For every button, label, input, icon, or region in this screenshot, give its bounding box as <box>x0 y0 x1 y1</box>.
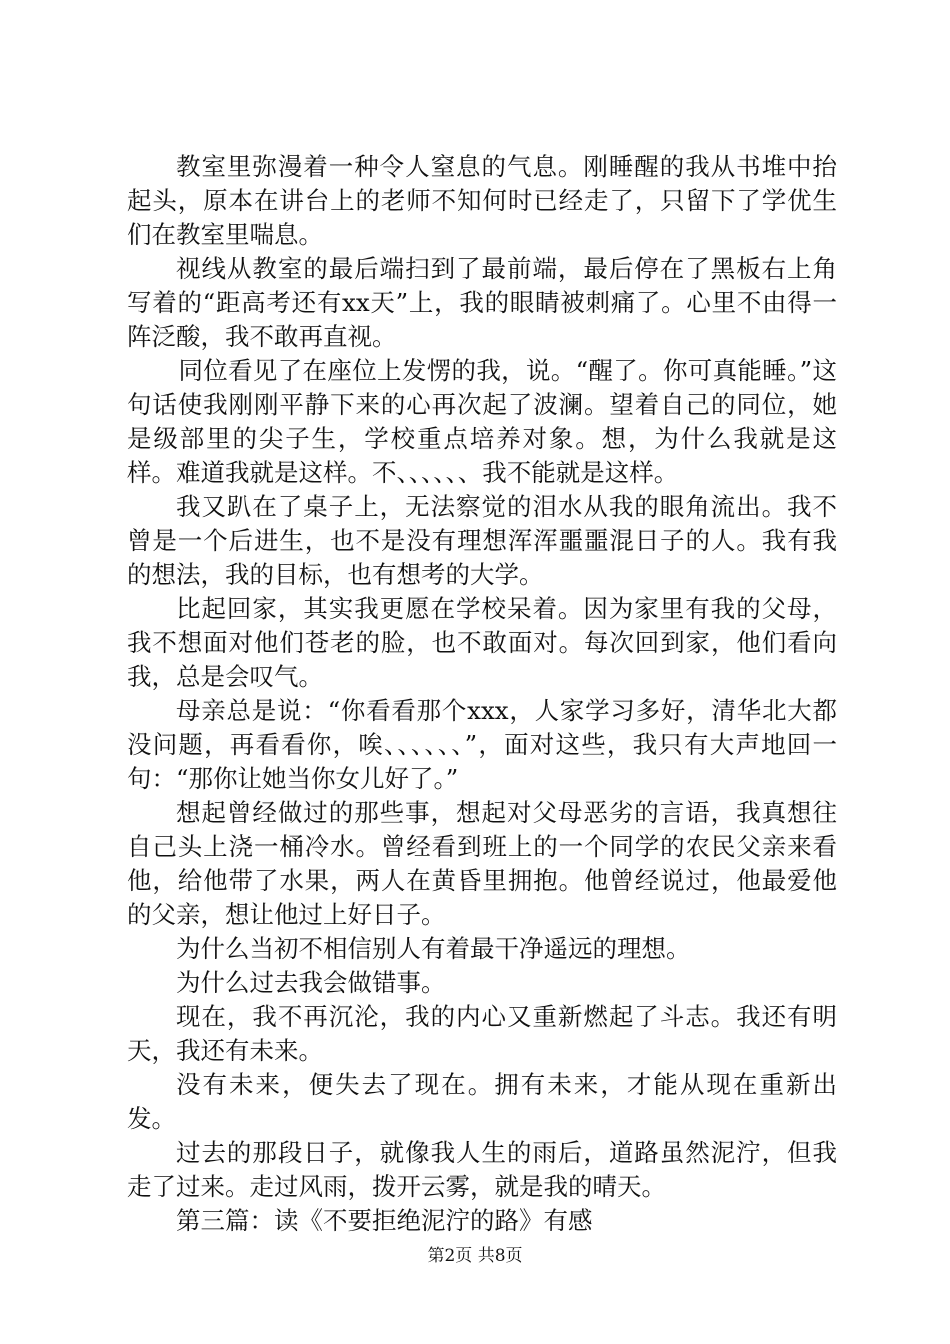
paragraph-10: 现在，我不再沉沦，我的内心又重新燃起了斗志。我还有明天，我还有未来。 <box>127 1002 837 1065</box>
paragraph-4: 我又趴在了桌子上，无法察觉的泪水从我的眼角流出。我不曾是一个后进生，也不是没有理想浑浑噩噩混日子的人。我有我的想法，我的目标，也有想考的大学。 <box>127 492 837 589</box>
paragraph-6: 母亲总是说：“你看看那个xxx，人家学习多好，清华北大都没问题，再看看你，唉、、、、、、”，面对这些，我只有大声地回一句：“那你让她当你女儿好了。” <box>127 696 837 793</box>
document-body <box>127 150 837 1238</box>
paragraph-5: 比起回家，其实我更愿在学校呆着。因为家里有我的父母，我不想面对他们苍老的脸，也不敢面对。每次回到家，他们看向我，总是会叹气。 <box>127 594 837 691</box>
page-number-footer: 第2页 共8页 <box>427 1246 523 1266</box>
paragraph-3: 同位看见了在座位上发愣的我，说。“醒了。你可真能睡。”这句话使我刚刚平静下来的心再次起了波澜。望着自己的同位，她是级部里的尖子生，学校重点培养对象。想，为什么我就是这样。难道我就是这样。不、、、、、、我不能就是这样。 <box>127 356 837 487</box>
paragraph-1: 教室里弥漫着一种令人窒息的气息。刚睡醒的我从书堆中抬起头，原本在讲台上的老师不知何时已经走了，只留下了学优生们在教室里喘息。 <box>127 152 837 249</box>
paragraph-9: 为什么过去我会做错事。 <box>176 968 446 997</box>
paragraph-8: 为什么当初不相信别人有着最干净遥远的理想。 <box>176 934 691 963</box>
section-heading: 第三篇：读《不要拒绝泥泞的路》有感 <box>176 1206 593 1235</box>
paragraph-12: 过去的那段日子，就像我人生的雨后，道路虽然泥泞，但我走了过来。走过风雨，拨开云雾，就是我的晴天。 <box>127 1138 837 1201</box>
paragraph-7: 想起曾经做过的那些事，想起对父母恶劣的言语，我真想往自己头上浇一桶冷水。曾经看到班上的一个同学的农民父亲来看他，给他带了水果，两人在黄昏里拥抱。他曾经说过，他最爱他的父亲，想让他过上好日子。 <box>127 798 837 929</box>
paragraph-11: 没有未来，便失去了现在。拥有未来，才能从现在重新出发。 <box>127 1070 837 1133</box>
paragraph-2: 视线从教室的最后端扫到了最前端，最后停在了黑板右上角写着的“距高考还有xx天”上，我的眼睛被刺痛了。心里不由得一阵泛酸，我不敢再直视。 <box>127 254 837 351</box>
